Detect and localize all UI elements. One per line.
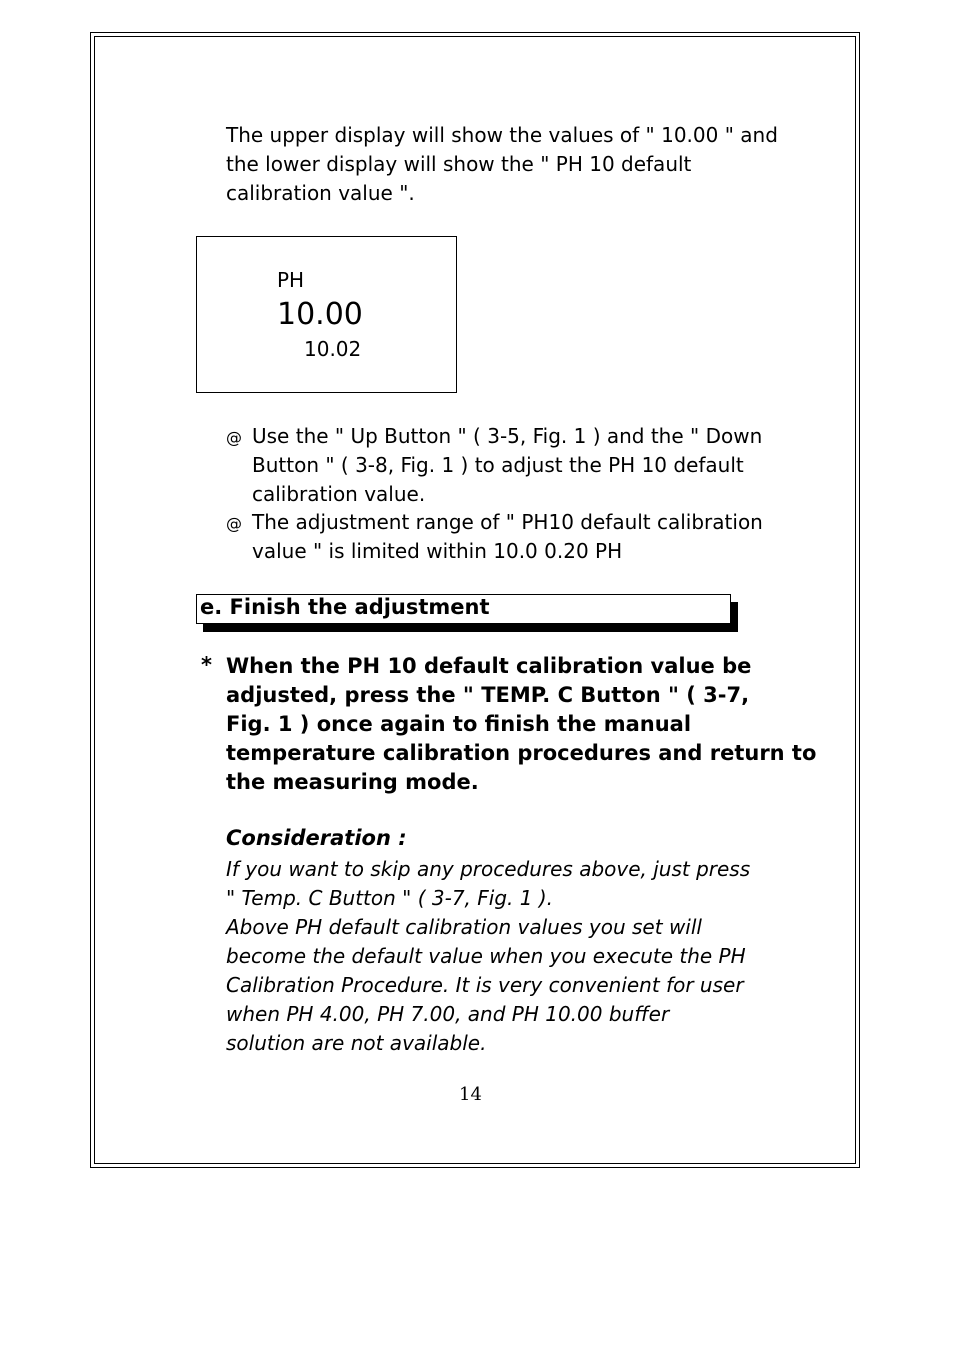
section-heading: e. Finish the adjustment [200, 595, 490, 619]
consideration-line: become the default value when you execute the PH [226, 944, 746, 968]
bullet-line: calibration value. [252, 482, 426, 506]
instruction-line: Fig. 1 ) once again to finish the manual [226, 712, 692, 736]
page-number: 14 [459, 1084, 482, 1105]
bullet-line: value " is limited within 10.0 0.20 PH [252, 539, 623, 563]
lcd-lower-value: 10.02 [304, 337, 362, 361]
instruction-line: adjusted, press the " TEMP. C Button " ( 3-7, [226, 683, 750, 707]
consideration-paragraph [226, 855, 750, 1058]
bullet-text [252, 508, 763, 566]
bullet-symbol: @ [226, 514, 242, 533]
bullet-line: The adjustment range of " PH10 default calibration [252, 510, 763, 534]
consideration-line: If you want to skip any procedures above, just press [226, 857, 751, 881]
bullet-line: Use the " Up Button " ( 3-5, Fig. 1 ) and the " Down [252, 424, 763, 448]
intro-paragraph [226, 121, 778, 208]
instruction-line: the measuring mode. [226, 770, 479, 794]
instruction-marker: * [201, 653, 212, 677]
lcd-upper-value: 10.00 [277, 297, 363, 332]
consideration-line: Above PH default calibration values you set will [226, 915, 702, 939]
intro-line: calibration value ". [226, 181, 415, 205]
intro-line: The upper display will show the values of " 10.00 " and [226, 123, 778, 147]
instruction-paragraph [226, 652, 816, 797]
consideration-line: solution are not available. [226, 1031, 487, 1055]
consideration-title: Consideration : [226, 826, 407, 850]
bullet-text [252, 422, 762, 509]
consideration-line: when PH 4.00, PH 7.00, and PH 10.00 buffer [226, 1002, 670, 1026]
intro-line: the lower display will show the " PH 10 default [226, 152, 692, 176]
lcd-label: PH [277, 268, 305, 292]
instruction-line: When the PH 10 default calibration value be [226, 654, 752, 678]
consideration-line: Calibration Procedure. It is very convenient for user [226, 973, 744, 997]
bullet-symbol: @ [226, 428, 242, 447]
bullet-line: Button " ( 3-8, Fig. 1 ) to adjust the PH 10 default [252, 453, 744, 477]
consideration-line: " Temp. C Button " ( 3-7, Fig. 1 ). [226, 886, 553, 910]
instruction-line: temperature calibration procedures and return to [226, 741, 817, 765]
